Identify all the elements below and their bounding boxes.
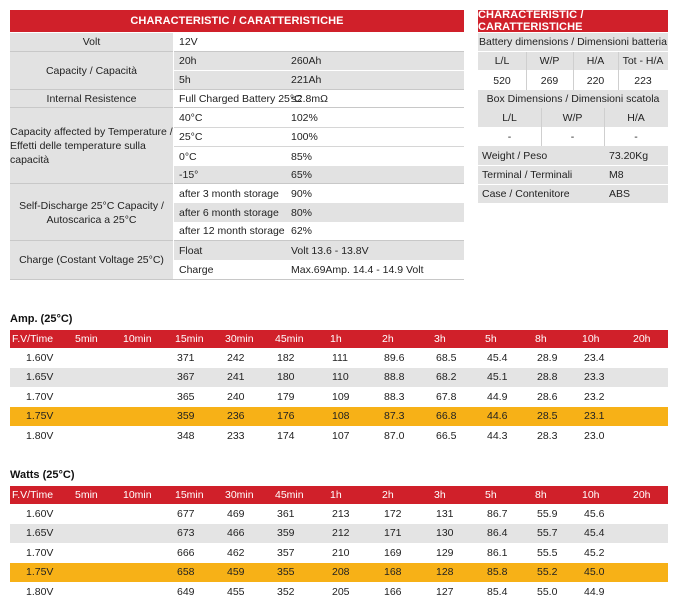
watt_table-cell: 168	[384, 566, 402, 579]
amp_table-cell: 68.2	[436, 371, 457, 384]
amp_table-header-cell: 5h	[485, 333, 497, 345]
battery-dim-wp-value: 269	[540, 74, 559, 87]
amp_table-cell: 371	[177, 351, 195, 364]
amp_table-cell: 23.1	[584, 410, 605, 423]
cap-5h-value: 221Ah	[291, 74, 322, 86]
watt_table-cell: 666	[177, 546, 195, 559]
watt_table-cell: 658	[177, 566, 195, 579]
temp-1-value: 102%	[291, 111, 318, 124]
ir-value: ≤2.8mΩ	[291, 93, 328, 105]
watt_table-cell: 45.4	[584, 527, 605, 540]
amp_table-cell: 28.8	[537, 371, 558, 384]
amp_table-cell: 44.3	[487, 429, 508, 442]
amp_table-cell: 45.1	[487, 371, 508, 384]
amp_table-cell: 28.5	[537, 410, 558, 423]
amp_table-cell: 242	[227, 351, 245, 364]
watt_table-cell: 128	[436, 566, 454, 579]
case-value: ABS	[609, 188, 631, 200]
box-dim-ha-header: H/A	[627, 111, 645, 124]
charge-row-label: Charge	[179, 264, 214, 276]
watt_table-cell: 462	[227, 546, 245, 559]
amp_table-header-cell: 10h	[582, 333, 600, 345]
amp_table-cell: 174	[277, 429, 295, 442]
battery-dim-ll-value: 520	[493, 74, 511, 87]
watt_table-cell: 210	[332, 546, 350, 559]
amp_table-cell: 23.3	[584, 371, 605, 384]
case-label: Case / Contenitore	[482, 188, 570, 200]
amp_table-header-cell: 15min	[175, 333, 204, 345]
terminal-value: M8	[609, 169, 624, 181]
amp_table-header-cell: 10min	[123, 333, 152, 345]
box-dim-ha-value: -	[634, 130, 638, 143]
amp_table-cell: 66.5	[436, 429, 457, 442]
self-discharge-label-line2: Autoscarica a 25°C	[46, 213, 137, 226]
amp_table-cell: 66.8	[436, 410, 457, 423]
temp-4: -15°	[179, 169, 199, 181]
amp_table-cell: 1.75V	[26, 410, 54, 423]
watt_table-header-cell: 5h	[485, 489, 497, 501]
temp-3-value: 85%	[291, 150, 313, 163]
watt_table-cell: 45.2	[584, 546, 605, 559]
amp_table-cell: 111	[332, 351, 348, 364]
terminal-label: Terminal / Terminali	[482, 169, 573, 181]
watt_table-cell: 1.60V	[26, 507, 54, 520]
battery-dim-wp-header: W/P	[539, 55, 560, 67]
battery-dim-ha-value: 220	[586, 74, 605, 87]
watt_table-cell: 86.4	[487, 527, 508, 540]
watt_table-cell: 649	[177, 585, 195, 598]
amp_table-cell: 109	[332, 390, 350, 403]
watt_table-cell: 213	[332, 507, 350, 520]
amp_table-cell: 1.80V	[26, 429, 54, 442]
watt_table-cell: 466	[227, 527, 245, 540]
watt_table-cell: 129	[436, 546, 454, 559]
battery-dim-ll-header: L/L	[494, 55, 510, 67]
amp_table-header-cell: 20h	[633, 333, 651, 345]
temp-1: 40°C	[179, 111, 203, 124]
dimensions-title: CHARACTERISTIC / CARATTERISTICHE	[478, 10, 668, 32]
amp_table-cell: 236	[227, 410, 245, 423]
self-discharge-label	[10, 184, 173, 241]
float-value: Volt 13.6 - 13.8V	[291, 244, 369, 257]
temp-3: 0°C	[179, 150, 197, 163]
watt_table-cell: 357	[277, 546, 295, 559]
ir-condition: Full Charged Battery 25°C	[179, 93, 302, 105]
charge-label: Charge (Costant Voltage 25°C)	[19, 254, 164, 266]
float-label: Float	[179, 244, 203, 257]
amp_table-cell: 240	[227, 390, 245, 403]
watt_table-cell: 171	[384, 527, 402, 540]
weight-value: 73.20Kg	[609, 150, 649, 162]
amp_table-cell: 45.4	[487, 351, 508, 364]
amp_table-cell: 367	[177, 371, 195, 384]
temp-2: 25°C	[179, 131, 203, 143]
charge-value: Max.69Amp. 14.4 - 14.9 Volt	[291, 264, 424, 276]
watt_table-header-cell: 5min	[75, 489, 98, 501]
amp_table-cell: 28.6	[537, 390, 558, 403]
temp-2-value: 100%	[291, 131, 318, 143]
watt_table-cell: 469	[227, 507, 245, 520]
sd-3-value: 62%	[291, 225, 313, 237]
watt_table-cell: 1.80V	[26, 585, 54, 598]
watt_table-cell: 359	[277, 527, 295, 540]
amp_table-cell: 107	[332, 429, 350, 442]
box-dimensions-title: Box Dimensions / Dimensioni scatola	[486, 93, 660, 105]
watt_table-header-cell: 15min	[175, 489, 204, 501]
watt_table-cell: 86.7	[487, 507, 508, 520]
amp_table-cell: 179	[277, 390, 295, 403]
volt-label: Volt	[82, 36, 101, 48]
amp_table-cell: 89.6	[384, 351, 405, 364]
amp_table-cell: 88.8	[384, 371, 405, 384]
watt_table-header-cell: 20h	[633, 489, 651, 501]
amp_table-header-cell: 2h	[382, 333, 394, 345]
box-dim-ll-header: L/L	[502, 111, 517, 124]
watt_table-cell: 86.1	[487, 546, 508, 559]
amp-table-title: Amp. (25°C)	[10, 313, 73, 325]
watt_table-cell: 673	[177, 527, 195, 540]
amp_table-cell: 44.6	[487, 410, 508, 423]
amp_table-cell: 23.4	[584, 351, 605, 364]
amp_table-header-cell: 5min	[75, 333, 98, 345]
amp_table-header-cell: F.V/Time	[12, 333, 54, 345]
amp_table-cell: 241	[227, 371, 245, 384]
amp_table-cell: 87.0	[384, 429, 405, 442]
amp_table-cell: 67.8	[436, 390, 457, 403]
amp_table-cell: 28.9	[537, 351, 558, 364]
amp_table-cell: 359	[177, 410, 195, 423]
watt_table-cell: 45.0	[584, 566, 605, 579]
amp_table-cell: 110	[332, 371, 349, 384]
sd-1-value: 90%	[291, 187, 313, 200]
amp_table-header-cell: 8h	[535, 333, 547, 345]
amp_table-cell: 180	[277, 371, 295, 384]
amp_table-cell: 44.9	[487, 390, 508, 403]
amp_table-cell: 1.60V	[26, 351, 54, 364]
watt_table-cell: 212	[332, 527, 350, 540]
watt_table-cell: 172	[384, 507, 402, 520]
weight-label: Weight / Peso	[482, 150, 548, 162]
amp_table-cell: 1.70V	[26, 390, 54, 403]
temperature-label	[10, 108, 173, 184]
cap-20h: 20h	[179, 55, 197, 67]
sd-2-value: 80%	[291, 206, 313, 219]
watt_table-cell: 85.4	[487, 585, 508, 598]
temperature-label-line2: Effetti delle temperature sulla capacità	[10, 140, 146, 166]
watt_table-header-cell: 45min	[275, 489, 304, 501]
watt_table-cell: 44.9	[584, 585, 605, 598]
temperature-label-line1: Capacity affected by Temperature /	[10, 126, 173, 138]
watt_table-cell: 352	[277, 585, 295, 598]
amp_table-cell: 68.5	[436, 351, 457, 364]
amp_table-cell: 1.65V	[26, 371, 54, 384]
amp_table-header-cell: 30min	[225, 333, 254, 345]
amp_table-cell: 182	[277, 351, 295, 364]
watt_table-cell: 205	[332, 585, 350, 598]
watt_table-cell: 166	[384, 585, 402, 598]
box-dim-wp-value: -	[570, 130, 575, 143]
battery-dim-tot-header: Tot - H/A	[622, 55, 664, 67]
cap-20h-value: 260Ah	[291, 55, 322, 67]
amp_table-cell: 348	[177, 429, 195, 442]
self-discharge-label-line1: Self-Discharge 25°C Capacity /	[19, 199, 164, 212]
watt_table-header-cell: 10min	[123, 489, 152, 501]
watt_table-cell: 55.2	[537, 566, 558, 579]
watt_table-cell: 455	[227, 585, 245, 598]
watt_table-cell: 127	[436, 585, 454, 598]
battery-dimensions-title: Battery dimensions / Dimensioni batteria	[479, 36, 667, 48]
watt_table-cell: 85.8	[487, 566, 508, 579]
amp_table-header-cell: 45min	[275, 333, 304, 345]
watt_table-cell: 55.9	[537, 507, 558, 520]
amp_table-header-cell: 1h	[330, 333, 342, 345]
watt_table-cell: 1.65V	[26, 527, 54, 540]
sd-3: after 12 month storage	[179, 225, 285, 237]
characteristics-title: CHARACTERISTIC / CARATTERISTICHE	[10, 10, 464, 32]
watt_table-cell: 130	[436, 527, 454, 540]
temp-4-value: 65%	[291, 169, 313, 181]
sd-1: after 3 month storage	[179, 187, 279, 200]
amp_table-cell: 233	[227, 429, 245, 442]
watt_table-cell: 355	[277, 566, 295, 579]
watt_table-cell: 677	[177, 507, 195, 520]
amp_table-header-cell: 3h	[434, 333, 446, 345]
box-dim-wp-header: W/P	[562, 111, 583, 124]
watt_table-cell: 169	[384, 546, 402, 559]
amp_table-cell: 87.3	[384, 410, 405, 423]
sd-2: after 6 month storage	[179, 206, 279, 219]
watt_table-cell: 45.6	[584, 507, 605, 520]
watt-table-title: Watts (25°C)	[10, 469, 75, 481]
watt_table-cell: 1.70V	[26, 546, 54, 559]
watt_table-header-cell: 3h	[434, 489, 446, 501]
amp_table-cell: 176	[277, 410, 295, 423]
watt_table-header-cell: 10h	[582, 489, 600, 501]
capacity-label: Capacity / Capacità	[45, 65, 138, 77]
internal-resistance-label: Internal Resistence	[46, 93, 137, 105]
box-dim-ll-value: -	[507, 130, 512, 143]
watt_table-cell: 55.0	[537, 585, 558, 598]
watt_table-cell: 55.7	[537, 527, 558, 540]
amp_table-cell: 28.3	[537, 429, 558, 442]
watt_table-cell: 1.75V	[26, 566, 54, 579]
watt_table-header-cell: F.V/Time	[12, 489, 54, 501]
watt_table-cell: 131	[436, 507, 454, 520]
watt_table-header-cell: 8h	[535, 489, 547, 501]
watt_table-header-cell: 30min	[225, 489, 254, 501]
amp_table-cell: 23.2	[584, 390, 605, 403]
watt_table-cell: 55.5	[537, 546, 558, 559]
amp_table-cell: 88.3	[384, 390, 405, 403]
watt_table-cell: 208	[332, 566, 350, 579]
battery-dim-tot-value: 223	[634, 74, 652, 87]
cap-5h: 5h	[179, 74, 191, 86]
watt_table-header-cell: 1h	[330, 489, 342, 501]
amp_table-cell: 23.0	[584, 429, 605, 442]
battery-dim-ha-header: H/A	[586, 55, 605, 67]
watt_table-header-cell: 2h	[382, 489, 394, 501]
watt_table-cell: 361	[277, 507, 295, 520]
amp_table-cell: 108	[332, 410, 350, 423]
volt-value: 12V	[179, 36, 198, 48]
watt_table-cell: 459	[227, 566, 245, 579]
amp_table-cell: 365	[177, 390, 195, 403]
